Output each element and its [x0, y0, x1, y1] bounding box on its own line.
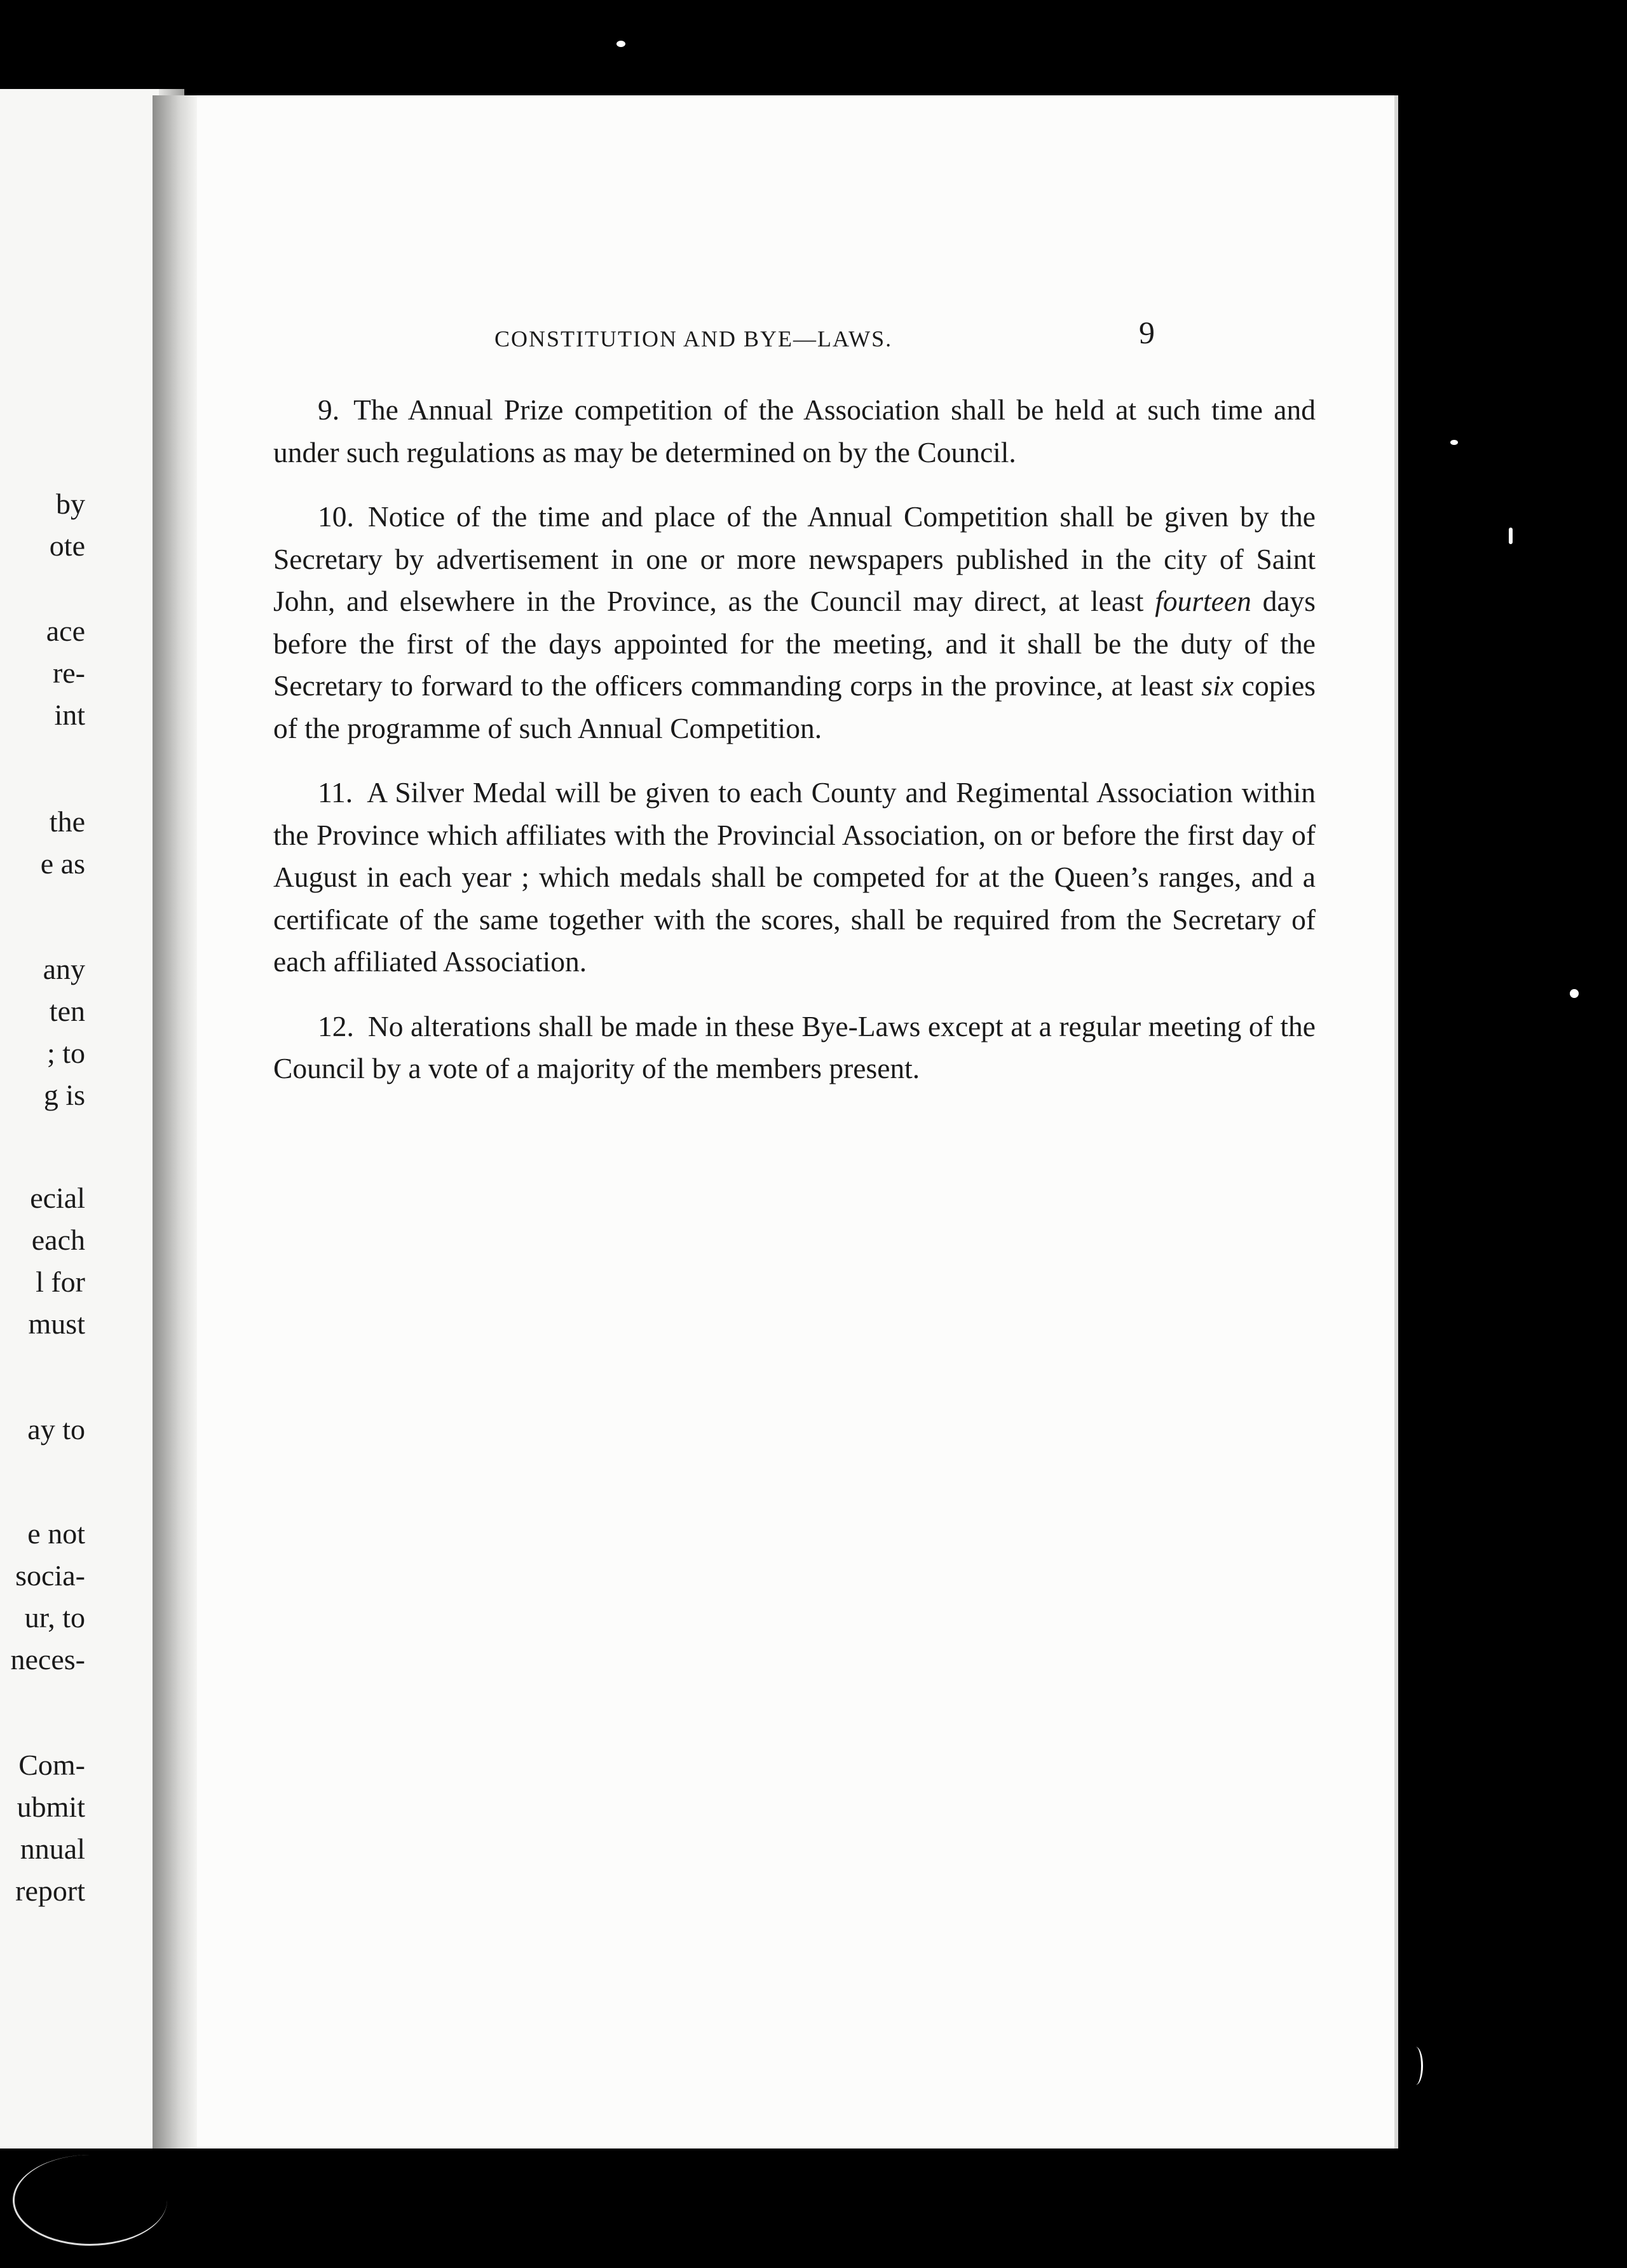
- left-page-fragment: ace: [46, 615, 85, 647]
- paragraph-number: 9.: [318, 393, 340, 426]
- paragraph-12: [273, 1006, 1316, 1090]
- left-page-fragment: ay to: [27, 1413, 85, 1445]
- page-number: 9: [1139, 315, 1155, 350]
- italic-word: six: [1201, 669, 1234, 702]
- left-page-fragment: ecial: [30, 1182, 85, 1214]
- paragraph-number: 10.: [318, 500, 354, 533]
- paragraph-text: A Silver Medal will be given to each County and Regimental Association within the Province which affiliates with the Provincial Association, on or before the first day of August in each year ; which medals shall be competed for at the Queen’s ranges, and a certificate of the same together with the scores, shall be required from the Secretary of each affiliated Association.: [273, 776, 1316, 978]
- left-page-fragment: e not: [27, 1517, 85, 1550]
- body-text: [273, 389, 1316, 1112]
- left-page-fragment: ; to: [46, 1037, 85, 1069]
- paragraph-number: 11.: [318, 776, 353, 809]
- left-page-fragment: the: [49, 805, 85, 838]
- page-spine-shadow: [153, 95, 197, 2148]
- paragraph-text: No alterations shall be made in these Bye-Laws except at a regular meeting of the Council by a vote of a majority of the members present.: [273, 1009, 1316, 1084]
- left-page-fragment: report: [15, 1875, 85, 1907]
- paragraph-text: The Annual Prize competition of the Association shall be held at such time and under such regulations as may be determined on by the Council.: [273, 393, 1316, 468]
- left-page-fragment: must: [28, 1308, 85, 1340]
- left-page-fragment: nnual: [20, 1833, 85, 1865]
- left-page-fragment: ubmit: [17, 1791, 85, 1823]
- paragraph-9: [273, 389, 1316, 474]
- left-page-fragment: neces-: [10, 1643, 85, 1676]
- paragraph-10: [273, 496, 1316, 749]
- left-page-fragment: socia-: [15, 1559, 85, 1592]
- left-page-fragment: ur, to: [24, 1601, 85, 1634]
- main-page: [153, 95, 1398, 2148]
- left-page-fragment: e as: [40, 847, 85, 880]
- scan-scratch: [1408, 2047, 1423, 2085]
- left-page-fragment: l for: [36, 1266, 85, 1298]
- paragraph-number: 12.: [318, 1009, 354, 1042]
- left-page-fragment: ten: [49, 995, 85, 1027]
- scan-scratch: [13, 2155, 167, 2246]
- left-page-fragment: ote: [49, 529, 85, 562]
- paragraph-text: days before the first of the days appointed for the meeting, and it shall be the duty of the Secretary to forward to the officers commanding corps in the province, at least: [273, 585, 1316, 702]
- page-right-edge: [1394, 95, 1398, 2148]
- running-head: CONSTITUTION AND BYE—LAWS.: [494, 326, 893, 352]
- scan-speck: [616, 41, 625, 47]
- scan-speck: [1509, 528, 1513, 544]
- left-page-fragment: int: [54, 699, 85, 731]
- left-page-fragment: g is: [43, 1079, 85, 1111]
- left-page-fragment: Com-: [18, 1749, 85, 1781]
- scan-speck: [1450, 440, 1458, 445]
- scan-speck: [1570, 989, 1579, 998]
- paragraph-text: Notice of the time and place of the Annual Competition shall be given by the Secretary by advertisement in one or more newspapers published in the city of Saint John, and elsewhere in the Province, as the Council may direct, at least: [273, 500, 1316, 617]
- left-page-fragment: any: [43, 953, 85, 985]
- italic-word: fourteen: [1155, 585, 1251, 617]
- paragraph-11: [273, 772, 1316, 983]
- left-page-fragment: re-: [52, 657, 85, 689]
- left-page-fragment: by: [56, 488, 85, 520]
- left-page-fragment: each: [31, 1224, 85, 1256]
- paragraph-text: copies of the programme of such Annual Competition.: [273, 669, 1316, 744]
